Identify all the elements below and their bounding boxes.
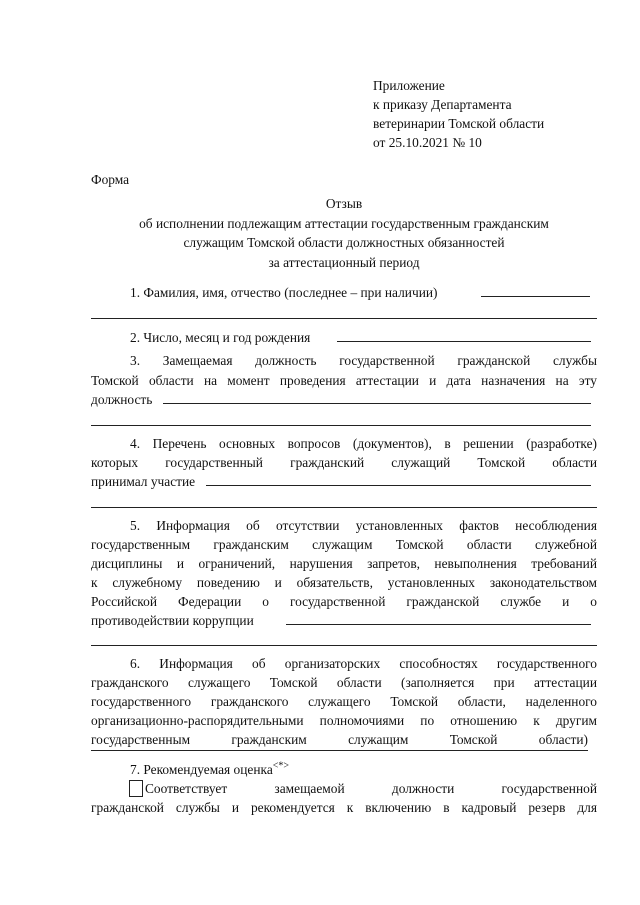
item-4-blank[interactable] <box>206 485 591 486</box>
form-label: Форма <box>91 172 130 187</box>
item-6-line: государственным гражданским служащим Томской области) <box>91 732 588 747</box>
appendix-line: ветеринарии Томской области <box>373 116 545 131</box>
title-line: Отзыв <box>325 196 363 211</box>
item-4-line: 4. Перечень основных вопросов (документов), в решении (разработке) <box>130 436 597 451</box>
item-6-line: государственного гражданского служащего Томской области, наделенного <box>91 694 597 709</box>
item-3-blank-continued[interactable] <box>91 425 591 426</box>
item-3-blank[interactable] <box>163 403 591 404</box>
item-1-blank-continued[interactable] <box>91 318 597 319</box>
item-5-blank[interactable] <box>286 624 591 625</box>
item-5-line: к служебному поведению и обязательств, установленных законодательством <box>91 575 597 590</box>
item-3-line: Томской области на момент проведения аттестации и дата назначения на эту <box>91 373 597 388</box>
appendix-line: Приложение <box>373 78 445 93</box>
item-6-line: 6. Информация об организаторских способностях государственного <box>130 656 597 671</box>
item-5-blank-continued[interactable] <box>91 645 597 646</box>
item-6-line: гражданского служащего Томской области (заполняется при аттестации <box>91 675 597 690</box>
appendix-header <box>373 76 544 152</box>
item-6-blank[interactable] <box>91 750 588 751</box>
title-line: об исполнении подлежащим аттестации государственным гражданским <box>139 215 549 231</box>
item-4-blank-continued[interactable] <box>91 507 597 508</box>
title-line: за аттестационный период <box>268 254 420 270</box>
assessment-option-line: гражданской службы и рекомендуется к включению в кадровый резерв для <box>91 800 597 815</box>
item-5-line: государственным гражданским служащим Томской области служебной <box>91 537 597 552</box>
item-4-line: которых государственный гражданский служащий Томской области <box>91 455 597 470</box>
item-5-line: дисциплины и ограничений, нарушения запретов, невыполнения требований <box>91 556 597 571</box>
item-7-heading-text: 7. Рекомендуемая оценка <box>130 762 273 777</box>
item-4-line: принимал участие <box>91 474 196 489</box>
item-5-line: Российской Федерации о государственной гражданской службе и о <box>91 594 597 609</box>
item-7-heading <box>130 760 289 780</box>
assessment-option-checkbox[interactable] <box>129 780 143 797</box>
assessment-option-line: Соответствует замещаемой должности государственной <box>145 781 597 796</box>
footnote-marker: <*> <box>272 760 290 772</box>
item-2-label: 2. Число, месяц и год рождения <box>130 330 311 345</box>
title-line: служащим Томской области должностных обязанностей <box>183 235 505 250</box>
item-5-line: 5. Информация об отсутствии установленных фактов несоблюдения <box>130 518 597 533</box>
item-1-label: 1. Фамилия, имя, отчество (последнее – при наличии) <box>130 285 438 300</box>
appendix-line: от 25.10.2021 № 10 <box>373 135 482 150</box>
document-title <box>91 194 597 272</box>
item-3-line: 3. Замещаемая должность государственной гражданской службы <box>130 353 597 368</box>
item-6-line: организационно-распорядительными полномочиями по отношению к другим <box>91 713 597 728</box>
item-1-blank[interactable] <box>481 296 590 297</box>
item-3-line: должность <box>91 392 153 407</box>
item-5-line: противодействии коррупции <box>91 613 254 628</box>
appendix-line: к приказу Департамента <box>373 97 512 112</box>
item-2-blank[interactable] <box>337 341 591 342</box>
